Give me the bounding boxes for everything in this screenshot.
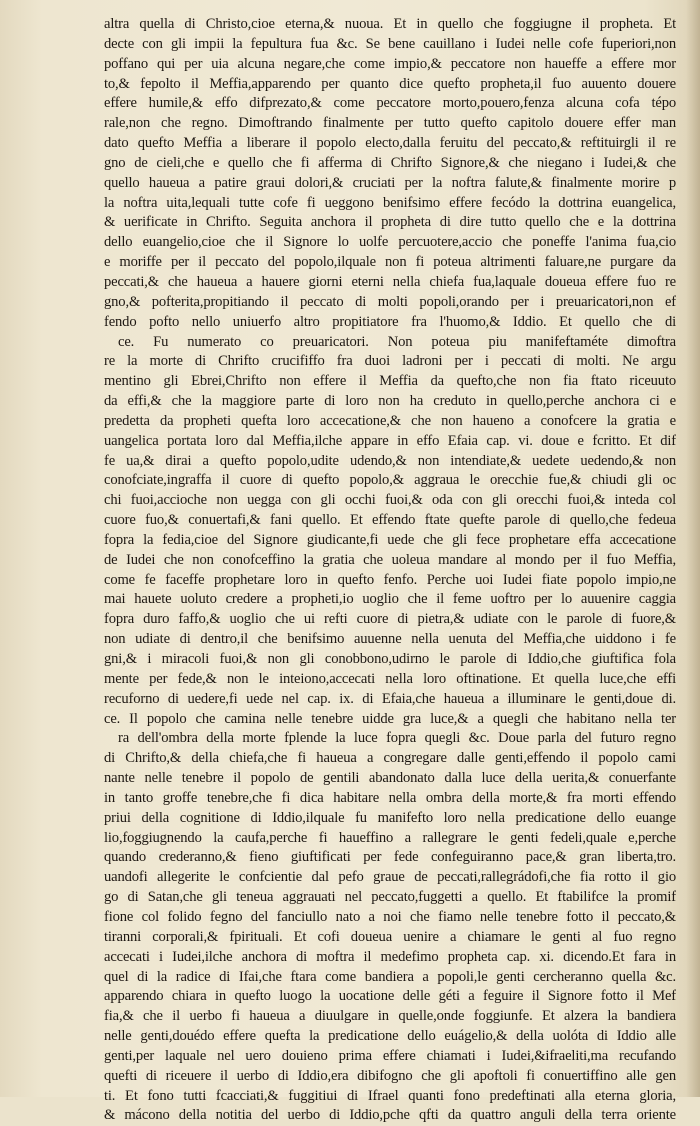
text-line: di Chrifto,& della chiefa,che fi haueua a congregare dalle genti,effendo il popolo cami — [104, 750, 676, 767]
text-line: non udiate di dentro,il che benifsimo auuenne nella uenuta del Meffia,che uiddono i fe — [104, 631, 676, 648]
text-line: predetta da propheti quefta loro accecatione,& che non haueno a conofcere la gratia e — [104, 412, 676, 429]
text-line: da effi,& che la maggiore parte di loro non ha creduto in quello,perche anchora ci e — [104, 393, 676, 410]
text-line: priui della cognitione di Iddio,ilquale fu manifefto loro nella predicatione dello euange — [104, 809, 676, 826]
text-line: quello haueua a patire graui dolori,& cruciati per la noftra falute,& finalmente morire p — [104, 174, 676, 191]
text-line: quando crederanno,& fieno giuftificati per fede confeguiranno pace,& gran liberta,tro. — [104, 849, 676, 866]
text-line: ti. Et fono tutti fcacciati,& fuggitiui di Ifrael quanti fono predeftinati alla eterna gloria, — [104, 1087, 676, 1104]
text-line: peccati,& che haueua a hauere giorni eterni nella chiefa fua,laquale doueua effere fuo re — [104, 273, 676, 290]
text-line: mai hauete uoluto credere a propheti,io uoglio che il feme uoftro per lo auuenire caggia — [104, 591, 676, 608]
text-line: conofciate,ingraffa il cuore di quefto popolo,& aggraua le orecchie fue,& chiudi gli oc — [104, 472, 676, 489]
text-line: poffano qui per uia alcuna negare,che come impio,& peccatore non haueffe a effere mor — [104, 55, 676, 72]
text-line: rale,non che regno. Dimoftrando finalmente per tutto quefto capitolo douere effer man — [104, 115, 676, 132]
text-line: gni,& i miracoli fuoi,& non gli conobbono,udirno le parole di Iddio,che giuftifica fola — [104, 651, 676, 667]
text-line: uandofi allegerite le confcientie dal pefo graue de peccati,rallegrádofi,che fia rotto il gio — [104, 869, 676, 886]
text-line: fe ua,& dirai a quefto popolo,udite udendo,& non intendiate,& uedete uedendo,& non — [104, 452, 676, 469]
text-line: de Iudei che non conofceffino la gratia che uoleua mandare al mondo per il fuo Meffia, — [104, 551, 676, 568]
text-line: cuore fuo,& conuertafi,& fani quello. Et effendo ftate quefte parole di quello,che fedeua — [104, 512, 676, 529]
text-line: & mácono della notitia del uerbo di Iddio,pche qfti da quattro anguli della terra oriente — [104, 1107, 676, 1124]
text-line: fione col folido fegno del fanciullo nato a noi che fiamo nelle tenebre fotto il peccato,& — [104, 908, 676, 925]
text-line: effere humile,& effo difprezato,& come peccatore morto,pouero,fenza alcuna cofa tépo — [104, 95, 676, 112]
text-line: la noftra uita,lequali tutte cofe fi ueggono benifsimo effere fecódo la dottrina euangelica, — [104, 194, 676, 211]
text-line: in tanto groffe tenebre,che fi dica habitare nella ombra della morte,& fra morti effendo — [104, 789, 676, 806]
text-line: ra dell'ombra della morte fplende la luce fopra quegli &c. Doue parla del futuro regno — [118, 730, 676, 747]
text-line: & uerificate in Chrifto. Seguita anchora il propheta di dire tutto quello che e la dottrina — [104, 214, 676, 231]
text-line: genti,per laquale nel uero douieno prima effere chiamati i Iudei,&ifraeliti,ma recufando — [104, 1047, 676, 1064]
text-line: altra quella di Christo,cioe eterna,& nuoua. Et in quello che foggiugne il propheta. Et — [104, 16, 676, 32]
text-line: nelle genti,douédo effere quefta la predicatione dello euágelio,& della uolóta di Iddio alle — [104, 1028, 676, 1045]
text-line: quel di la radice di Ifai,che ftara come bandiera a popoli,le genti cercheranno quella &c. — [104, 968, 676, 985]
text-line: quefti di riceuere il uerbo di Iddio,era dibifogno che gli apoftoli fi conuertiffino alle gen — [104, 1067, 676, 1084]
page-edge-shadow — [686, 0, 700, 1097]
text-line: fendo pofto nello uniuerfo altro propitiatore fra l'huomo,& Iddio. Et quello che di — [104, 313, 676, 330]
text-line: mentino gli Ebrei,Chrifto non effere il Meffia da quefto,che non fia ftato riceuuto — [104, 373, 676, 390]
text-line: gno de cieli,che e quello che fi afferma di Chrifto Signore,& che niegano i Iudei,& che — [104, 154, 676, 171]
text-line: tiranni corporali,& fpirituali. Et cofi doueua uenire a chiamare le genti al fuo regno — [104, 928, 676, 945]
text-line: dato quefto Meffia a liberare il popolo electo,dalla feruitu del peccato,& reftituirgli il re — [104, 135, 676, 152]
body-text — [104, 15, 676, 1126]
text-line: to,& fepolto il Meffia,apparendo per quanto dice quefto propheta,il fuo auuento douere — [104, 75, 676, 92]
text-line: accecati i Iudei,ilche anchora di moftra il medefimo propheta cap. xi. dicendo.Et fara in — [104, 948, 676, 965]
text-line: recuforno di uedere,fi uede nel cap. ix. di Efaia,che haueua a illuminare le genti,doue di. — [104, 690, 676, 707]
text-line: fopra la fedia,cioe del Signore giudicante,fi uede che gli fece prophetare effa accecatione — [104, 531, 676, 548]
text-line: mente per fede,& non le inteiono,accecati nella loro oftinatione. Et quella luce,che effi — [104, 670, 676, 687]
text-line: fia,& che il uerbo fi haueua a diuulgare in quelle,onde foggiunfe. Et alzera la bandiera — [104, 1008, 676, 1025]
text-line: chi fuoi,accioche non uegga con gli occhi fuoi,& oda con gli orecchi fuoi,& inteda col — [104, 492, 676, 509]
text-line: ce. Il popolo che camina nelle tenebre uidde gra luce,& a quegli che habitano nella ter — [104, 710, 676, 727]
text-line: go di Satan,che gli teneua aggrauati nel peccato,fuggetti a quello. Et ftabilifce la promif — [104, 889, 676, 906]
text-line: nante nelle tenebre il popolo de gentili abandonato dalla luce della uerita,& conuerfante — [104, 770, 676, 787]
text-line: lio,foggiugnendo la caufa,perche fi haueffino a rallegrare le genti fedeli,quale e,perche — [104, 829, 676, 846]
text-line: apparendo chiara in quefto luogo la uocatione delle géti a feguire il Signore fotto il Mef — [104, 988, 676, 1005]
text-line: gno,& pofterita,propitiando il peccato di molti popoli,orando per i preuaricatori,non ef — [104, 293, 676, 310]
text-line: fopra duro faffo,& uoglio che ui refti cuore di pietra,& udiate con le parole di fuore,& — [104, 611, 676, 628]
text-line: dello euangelio,cioe che il Signore lo uolfe percuotere,accio che poneffe l'anima fua,cio — [104, 234, 676, 251]
text-line: ce. Fu numerato co preuaricatori. Non poteua piu manifeftaméte dimoftra — [118, 333, 676, 350]
text-line: uangelica portata loro dal Meffia,ilche appare in effo Efaia cap. vi. doue e fcritto. Et dif — [104, 432, 676, 449]
text-line: re la morte di Chrifto crucififfo fra duoi ladroni per i peccati di molti. Ne argu — [104, 353, 676, 370]
text-line: come fe faceffe prophetare loro in quefto fenfo. Perche uoi Iudei fiate popolo impio,ne — [104, 571, 676, 588]
text-line: e moriffe per il peccato del popolo,ilquale non fi poteua altrimenti faluare,ne purgare da — [104, 254, 676, 271]
text-line: decte con gli impii la fepultura fua &c. Se bene cauillano i Iudei nelle cofe fuperiori,non — [104, 35, 676, 52]
